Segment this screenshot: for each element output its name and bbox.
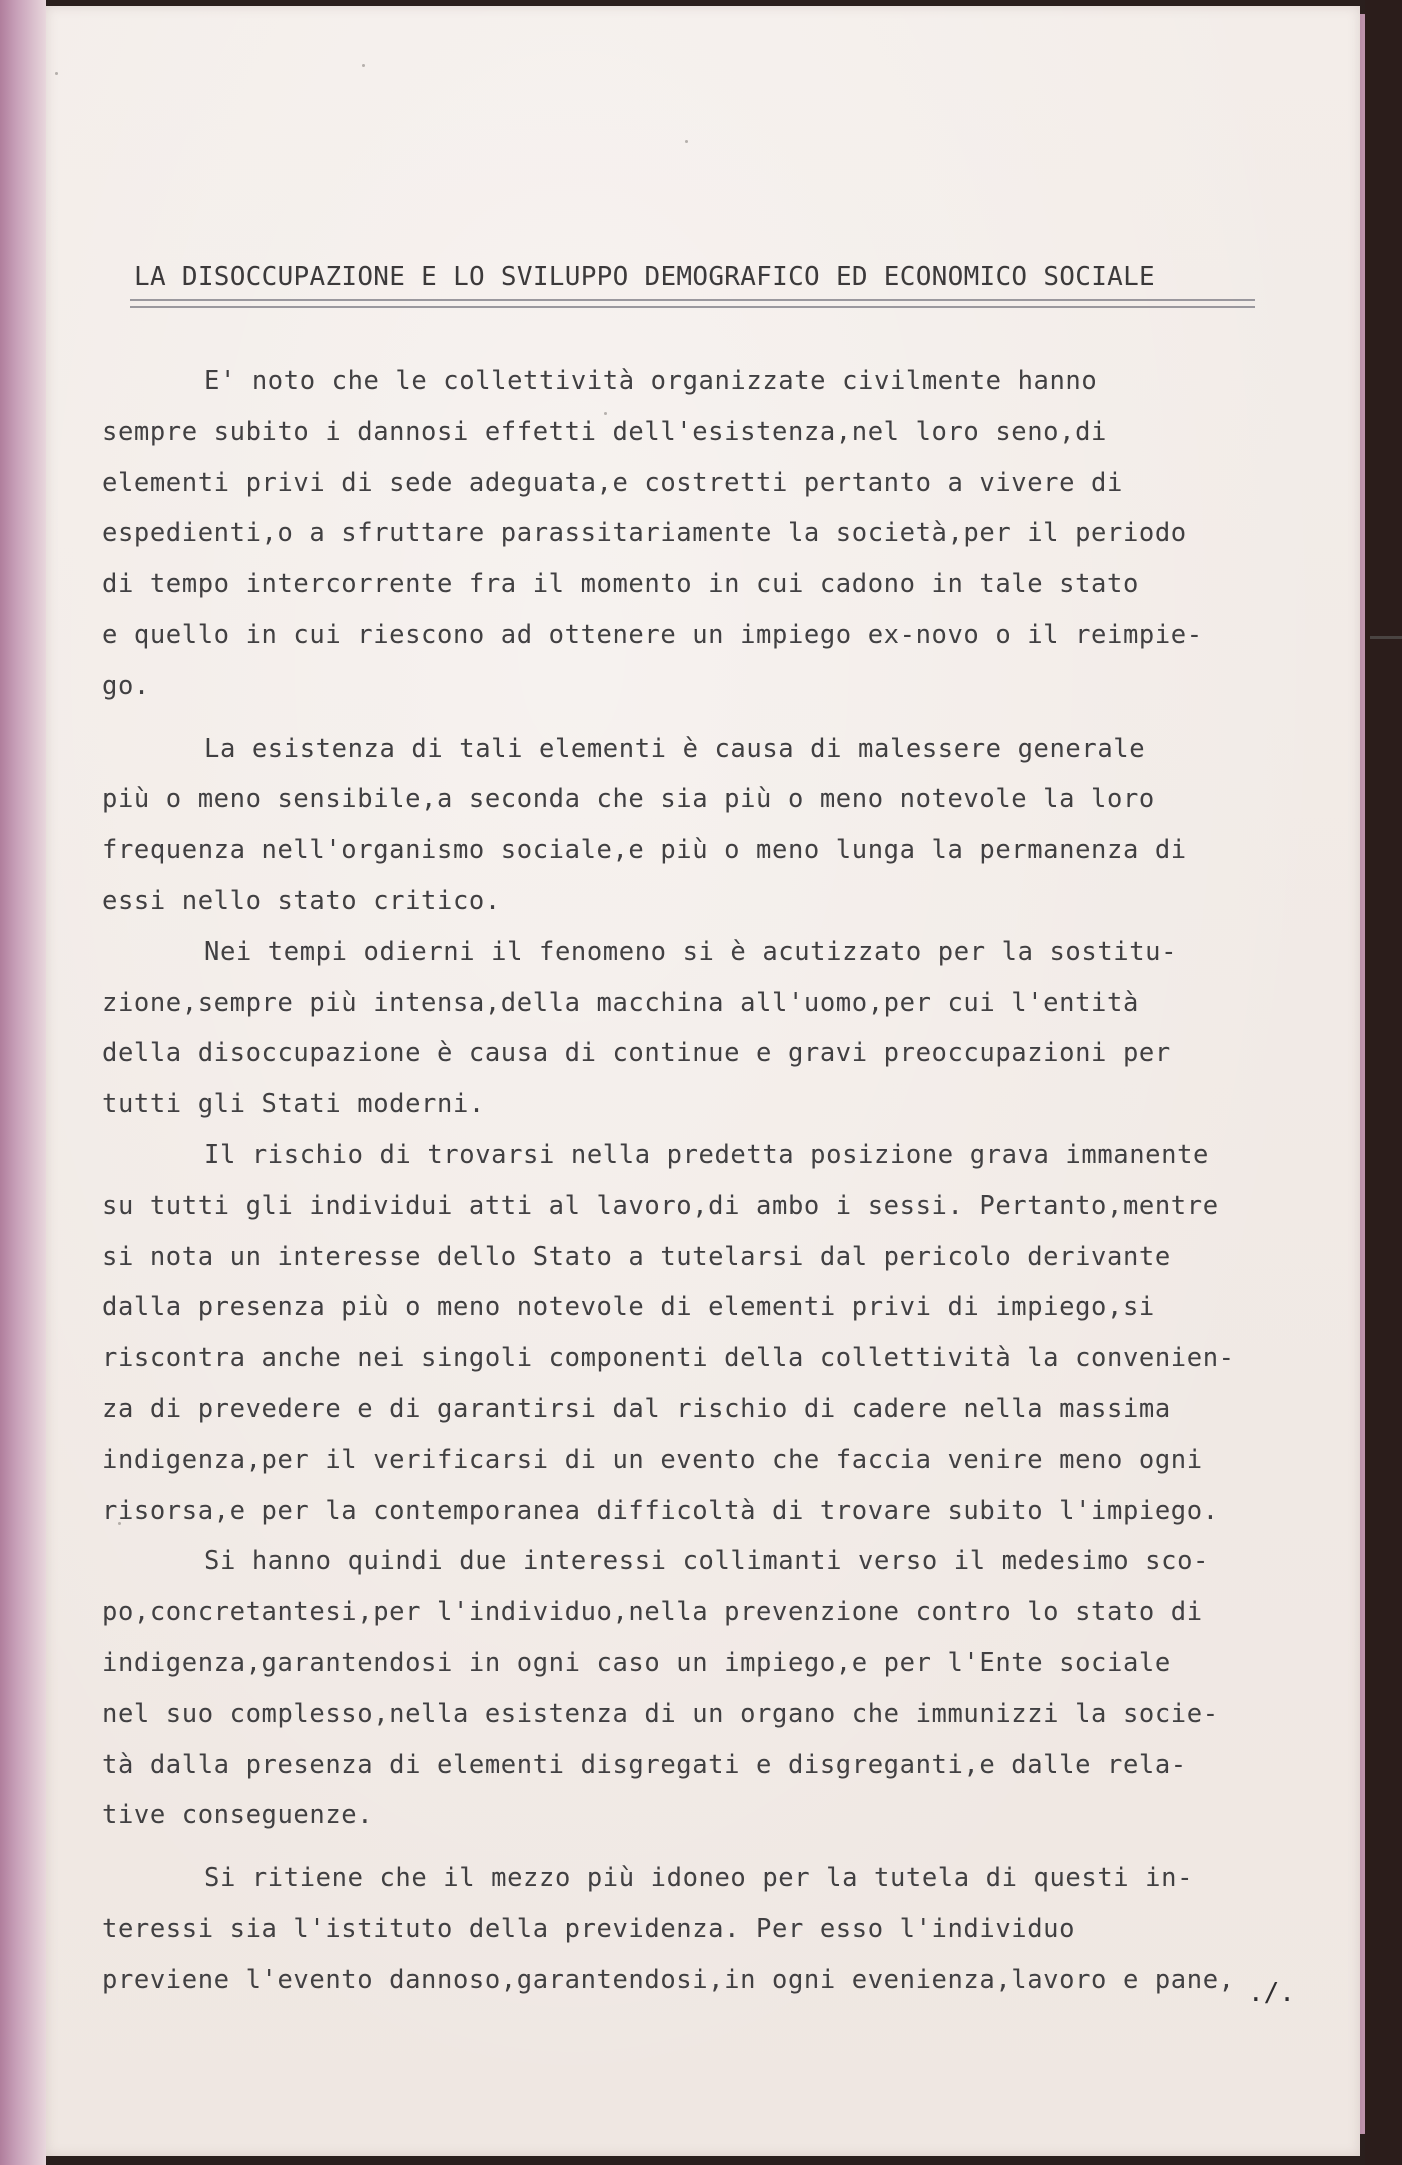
paragraph (102, 356, 1347, 712)
text-line: indigenza,per il verificarsi di un evento che faccia venire meno ogni (102, 1444, 1203, 1475)
text-line: più o meno sensibile,a seconda che sia più o meno notevole la loro (102, 784, 1155, 815)
text-line: si nota un interesse dello Stato a tutelarsi dal pericolo derivante (102, 1241, 1171, 1272)
text-line: sempre subito i dannosi effetti dell'esistenza,nel loro seno,di (102, 416, 1107, 447)
document-body (102, 356, 1347, 2006)
text-line: dalla presenza più o meno notevole di elementi privi di impiego,si (102, 1292, 1155, 1323)
text-line: nel suo complesso,nella esistenza di un organo che immunizzi la socie- (102, 1698, 1219, 1729)
text-line: e quello in cui riescono ad ottenere un impiego ex-novo o il reimpie- (102, 619, 1203, 650)
binder-divider (1370, 636, 1402, 639)
binder-left-cover (0, 0, 46, 2165)
text-line: teressi sia l'istituto della previdenza. Per esso l'individuo (102, 1913, 1076, 1944)
text-line: riscontra anche nei singoli componenti della collettività la convenien- (102, 1343, 1235, 1374)
title-double-underline (130, 297, 1255, 311)
text-line: po,concretantesi,per l'individuo,nella prevenzione contro lo stato di (102, 1597, 1203, 1628)
text-line: frequenza nell'organismo sociale,e più o meno lunga la permanenza di (102, 835, 1187, 866)
text-line: go. (102, 670, 150, 701)
text-line: Si hanno quindi due interessi collimanti verso il medesimo sco- (204, 1546, 1209, 1577)
paragraph (102, 927, 1347, 1130)
paragraph (102, 724, 1347, 927)
text-line: tutti gli Stati moderni. (102, 1089, 485, 1120)
text-line: E' noto che le collettività organizzate civilmente hanno (204, 366, 1098, 396)
text-line: tive conseguenze. (102, 1800, 374, 1831)
paragraph (102, 1130, 1347, 1536)
continuation-mark: ./. (1248, 1978, 1295, 2008)
text-line: previene l'evento dannoso,garantendosi,in ogni evenienza,lavoro e pane, (102, 1964, 1235, 1995)
text-line: Il rischio di trovarsi nella predetta posizione grava immanente (204, 1139, 1209, 1170)
text-line: espedienti,o a sfruttare parassitariamente la società,per il periodo (102, 518, 1187, 549)
text-line: Nei tempi odierni il fenomeno si è acutizzato per la sostitu- (204, 936, 1178, 967)
text-line: della disoccupazione è causa di continue e gravi preoccupazioni per (102, 1038, 1171, 1069)
scan-border (1365, 0, 1402, 2165)
text-line: di tempo intercorrente fra il momento in cui cadono in tale stato (102, 569, 1139, 600)
document-title: LA DISOCCUPAZIONE E LO SVILUPPO DEMOGRAFICO ED ECONOMICO SOCIALE (134, 262, 1156, 292)
text-line: essi nello stato critico. (102, 885, 501, 916)
text-line: La esistenza di tali elementi è causa di malessere generale (204, 733, 1146, 764)
text-line: za di prevedere e di garantirsi dal rischio di cadere nella massima (102, 1393, 1171, 1424)
text-line: elementi privi di sede adeguata,e costretti pertanto a vivere di (102, 467, 1123, 498)
text-line: tà dalla presenza di elementi disgregati e disgreganti,e dalle rela- (102, 1749, 1187, 1780)
paragraph (102, 1536, 1347, 1841)
text-line: indigenza,garantendosi in ogni caso un impiego,e per l'Ente sociale (102, 1647, 1171, 1678)
text-line: risorsa,e per la contemporanea difficoltà di trovare subito l'impiego. (102, 1495, 1219, 1526)
paragraph (102, 1853, 1347, 2005)
text-line: Si ritiene che il mezzo più idoneo per la tutela di questi in- (204, 1863, 1194, 1894)
text-line: zione,sempre più intensa,della macchina all'uomo,per cui l'entità (102, 987, 1139, 1018)
text-line: su tutti gli individui atti al lavoro,di ambo i sessi. Pertanto,mentre (102, 1190, 1219, 1221)
